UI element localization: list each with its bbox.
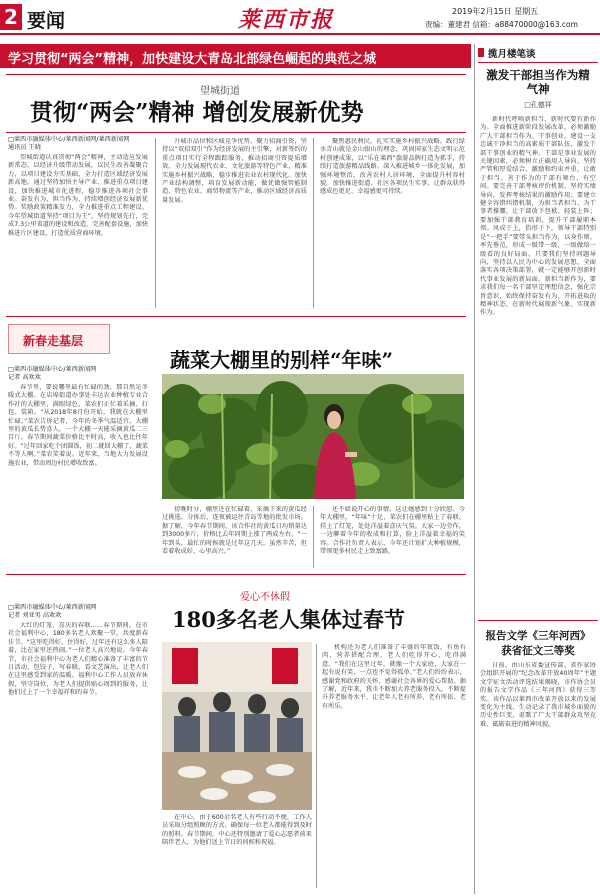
page-header [0, 0, 600, 40]
feature-story [0, 316, 471, 571]
feature-top-rule [6, 316, 466, 317]
sidebar-body: 新时代呼唤新担当，新时代要有新作为。全面推进新阶段发展改革，必须激励广大干部担当作为、干事创业，建设一支忠诚干净担当的高素质干部队伍，激发干部干事创业的精气神。干部是事业发展的关键因素，必须树立正确用人导向，坚持严管和厚爱结合、激励和约束并重，让敢于担当、善于作为的干部有舞台、有空间。要完善干部考核评价机制，坚持实绩导向，发挥考核结果的激励作用；要建立健全容错纠错机制，为担当者担当、为干事者撑腰，让干部放下包袱、轻装上阵；要加强干部教育培训，提升干部履职本领。风成于上，俗形于下。领导干部特别是“一把手”要带头担当作为，以身作则、率先垂范，形成一级带一级、一级做给一级看的良好局面。只要我们坚持问题导向，坚持以人民为中心的发展思想，全面落实各项决策部署，就一定能够开创新时代事业发展的新局面。新担当新作为，要求我们每一名干部坚定理想信念，强化宗旨意识，始终保持奋发有为、开拓进取的精神状态，在新时代展现新气象、实现新作为。 [480, 116, 596, 317]
bottom-kicker: 爱心不休假 [240, 592, 290, 603]
feature-byline-author: 记者 高欢欢 [8, 374, 41, 382]
feature-column-right: 还不如说开心的事情。这让她感到十分欣慰。今年大棚里，“年味”十足，菜农们在棚里贴上了春联、挂上了灯笼，处处洋溢着喜庆气氛。大家一边劳作，一边聊着今年的收成和打算，脸上洋溢着幸福的笑容。合作社负责人表示，今年还计划扩大种植规模，带领更多村民走上致富路。 [320, 506, 465, 556]
column-divider [313, 138, 314, 308]
greenhouse-photo-image [162, 374, 464, 499]
lead-headline-rule [6, 132, 466, 133]
bottom-byline [8, 604, 148, 621]
column-divider [155, 138, 156, 308]
greenhouse-photo [162, 374, 464, 499]
elderly-photo-image [162, 642, 312, 810]
lead-byline-org: □莱西市融媒体中心/莱西新闻网/莱西新闻网 [8, 136, 130, 143]
lead-story-top-rule [6, 74, 466, 75]
section-title: 要闻 [27, 10, 66, 32]
report-body: 日前，由山东省委宣传部、省作家协会组织开展的“纪念改革开放40周年”主题文学征文活动评选结果揭晓，市作协会员的报告文学作品《三年河西》获得三等奖。该作品以莱西市改革开放以来的发展变化为主线，生动记录了我市城乡面貌的历史性巨变，讴歌了广大干部群众攻坚克难、砥砺奋进的精神风貌。 [480, 662, 596, 728]
feature-byline [8, 366, 148, 383]
sidebar-column-tag: 揽月楼笔谈 [488, 49, 536, 60]
sidebar-divider [474, 44, 475, 894]
sidebar-report-rule [478, 620, 598, 621]
paper-name: 莱西市报 [238, 7, 335, 33]
bottom-byline-author: 记者 刘亚男 高欢欢 [8, 612, 62, 620]
lead-column-3: 聚焦惠民利民，扎实实施乡村振兴战略。践行绿水青山就是金山银山的理念，巩固国家生态文明示范村创建成果，以“乐在莱西”旅游品牌打造为抓手，持续打造旅游精品线路。深入推进城乡一体化发展，加强环境整治，改善农村人居环境，全面提升村容村貌。加快推进街道、社区各项民生实事，让群众获得感成色更足、幸福感更可持续。 [320, 138, 465, 196]
lead-byline-author: 通讯员 王晓 [8, 144, 41, 152]
report-subtitle: 获省征文三等奖 [501, 645, 575, 657]
lead-column-1: 望城街道认真贯彻“两会”精神，主动适应发展新常态，以经济升级带动发展，以民生改善凝聚合力，以项目建设夯实基础，全力打造区域经济发展新高地。通过坚持加快主导产业、推进重点项目建设，加快推进城市化进程，稳步推进各项社会事业。奋发有为、担当作为，持续增创经济发展新优势。奖励政策精准发力，全力推进重点工程建设。今年望城街道坚持“项目为王”，坚持规划先行，完成7.3公里省道的建设和改造，完善配套设施，加快推进片区建设，打造优质营商环境。 [8, 154, 148, 237]
editor-line: 责编：董建君 信箱：a88470000@163.com [425, 20, 578, 29]
column-divider [316, 644, 317, 888]
sidebar-tag-marker [478, 48, 484, 57]
bottom-column-left: 大红的灯笼、喜庆的春联……春节期间，在市社会福利中心，180多名老人欢聚一堂，共度新春佳节。“这里吃得好、住得好，过年还有这么多人陪着，比在家里还热闹。”一位老人高兴地说。今年春节，市社会福利中心为老人们精心准备了丰富的节日活动，包饺子、写春联、看文艺演出，让老人们在这里感受到家的温暖。福利中心工作人员放弃休假，坚守岗位，为老人们提供贴心周到的服务，让他们过上了一个幸福祥和的春节。 [8, 622, 148, 697]
header-rule [0, 33, 600, 35]
bottom-top-rule [6, 574, 466, 575]
lead-headline: 贯彻“两会”精神 增创发展新优势 [30, 99, 364, 126]
banner-headline: 学习贯彻“两会”精神，加快建设大青岛北部绿色崛起的典范之城 [8, 52, 377, 67]
lead-column-2: 升城市品位和区域竞争优势。聚力招商引资，坚持以“双招双引”作为经济发展的主引擎，对新签约的重点项目实行全程跟踪服务，推动招商引资提质增效。全力发展现代农业、文化旅游等特色产业，精准实施乡村振兴战略，稳步推进农业农村现代化。加快产业结构调整，培育发展新动能，做优做强智能制造、特色农业、商贸物流等产业，推动区域经济高质量发展。 [162, 138, 307, 204]
sidebar-author: □孔德祥 [524, 101, 552, 109]
feature-column-left: 春节里，要说哪里最有忙碌的劲，那自然是冬暖式大棚。在店埠街道办事处丰达农业种植专业合作社的大棚里，满眼绿色，菜农们正忙着采摘、打包、装箱。“从2018年8月份开始，我就在大棚里忙碌。”菜农告诉记者，今年的冬季气温适宜，大棚里的黄瓜长势喜人，一个大棚一天能采摘黄瓜二三百斤。春节期间蔬菜价格比平时高，收入也比往年好。“过年回家吃个团圆饭，初二就回大棚了，蔬菜不等人啊。”菜农笑着说。近年来，当地大力发展设施农业，带动周边村民增收致富。 [8, 384, 148, 467]
elderly-photo [162, 642, 312, 810]
feature-headline: 蔬菜大棚里的别样“年味” [170, 348, 394, 372]
feature-tag-box [8, 324, 110, 354]
lead-byline [8, 136, 148, 153]
sidebar-title: 激发干部担当作为精气神 [486, 68, 590, 96]
sidebar [474, 44, 600, 894]
issue-date: 2019年2月15日 星期五 [452, 7, 539, 16]
bottom-byline-org: □莱西市融媒体中心/莱西新闻网 [8, 604, 97, 611]
lead-story [0, 72, 471, 312]
feature-tag: 新春走基层 [23, 334, 84, 348]
page-number-box [0, 4, 22, 30]
bottom-column-right: 机构还为老人们准备了丰盛的年夜饭，有鱼有肉，营养搭配合理，老人们吃得开心、吃得满意。“我们在这里过年，就像一个大家庭，大家在一起有说有笑，一点也不觉得孤单。”老人们纷纷表示，感谢党和政府的关怀，感谢社会各界的爱心帮助。据了解，近年来，我市不断加大养老服务投入，不断提升养老服务水平，让老年人老有所养、老有所依、老有所乐。 [322, 644, 466, 710]
bottom-headline: 180多名老人集体过春节 [172, 607, 405, 632]
sidebar-tag-row [478, 44, 598, 63]
feature-byline-org: □莱西市融媒体中心/莱西新闻网 [8, 366, 97, 373]
column-divider [313, 506, 314, 568]
banner [0, 44, 471, 68]
page-number: 2 [4, 5, 18, 29]
bottom-story [0, 574, 471, 894]
feature-column-middle: 傍晚时分，棚里还在忙碌着，采摘下来的黄瓜经过挑选、分拣后，连夜被运往青岛等地的批发市场。据了解，今年春节期间，该合作社的黄瓜日均销量达到3000多斤，价格比去年同期上涨了两成左右。“一年到头，最忙的时候就是过年这几天，虽然辛苦，但看着收成好，心里高兴。” [162, 506, 307, 556]
bottom-column-middle: 在中心，由于600余名老人有些行动不便，工作人员采取分组照顾的方式，确保每一位老人都能得到及时的照料。春节期间，中心还特别邀请了爱心志愿者前来陪伴老人，为他们送上节日的问候和祝福。 [162, 814, 312, 847]
lead-kicker: 望城街道 [200, 86, 240, 97]
report-title: 报告文学《三年河西》 [485, 630, 591, 642]
